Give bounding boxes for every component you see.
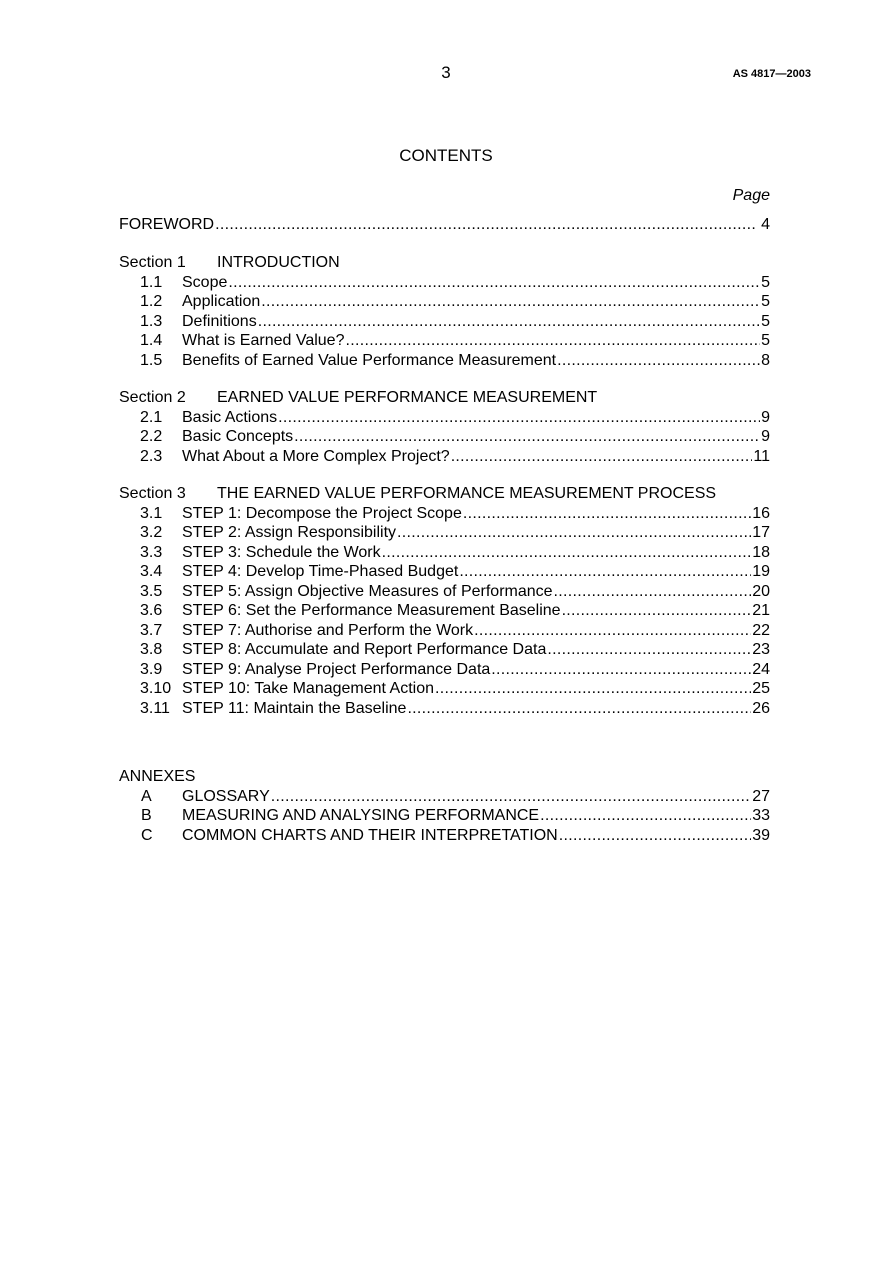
- entry-page: 21: [752, 602, 770, 619]
- foreword-page: 4: [761, 216, 770, 233]
- entry-number: 3.6: [140, 602, 163, 619]
- entry-page: 26: [752, 699, 770, 717]
- annex-letter: A: [141, 787, 152, 805]
- leader-dots: [554, 582, 752, 602]
- entry-title: Basic Concepts: [182, 428, 294, 445]
- entry-title: STEP 9: Analyse Project Performance Data: [182, 660, 491, 678]
- leader-dots: [258, 312, 760, 332]
- entry-number: 3.4: [140, 563, 163, 580]
- toc-entry[interactable]: [119, 504, 770, 524]
- leader-dots: [562, 601, 752, 621]
- leader-dots: [278, 408, 760, 428]
- toc-entry[interactable]: [119, 292, 770, 312]
- section-2-block: [119, 388, 770, 466]
- toc-entry[interactable]: [119, 582, 770, 602]
- entry-page: 18: [752, 543, 770, 561]
- leader-dots: [474, 621, 751, 641]
- entry-number: 3.11: [140, 699, 170, 717]
- toc-entry[interactable]: [119, 660, 770, 680]
- entry-number: 3.9: [140, 660, 163, 678]
- entry-title: STEP 4: Develop Time-Phased Budget: [182, 563, 459, 580]
- leader-dots: [459, 562, 751, 582]
- section-label: Section 3: [119, 485, 186, 502]
- entry-title: STEP 2: Assign Responsibility: [182, 524, 397, 541]
- entry-page: 22: [752, 621, 770, 639]
- section-1-block: [119, 253, 770, 370]
- leader-dots: [491, 660, 751, 680]
- entry-page: 24: [752, 660, 770, 678]
- toc-entry[interactable]: [119, 543, 770, 563]
- annexes-block: [119, 767, 770, 845]
- annex-page: 27: [752, 787, 770, 805]
- section-title: INTRODUCTION: [217, 254, 340, 271]
- section-3-block: [119, 484, 770, 718]
- annex-entry[interactable]: [119, 787, 770, 807]
- entry-title: STEP 1: Decompose the Project Scope: [182, 504, 462, 522]
- leader-dots: [451, 447, 753, 467]
- entry-title: STEP 3: Schedule the Work: [182, 543, 381, 561]
- leader-dots: [559, 826, 751, 846]
- entry-title: STEP 10: Take Management Action: [182, 680, 435, 697]
- annex-letter: C: [141, 826, 153, 844]
- toc-entry[interactable]: [119, 312, 770, 332]
- entry-page: 5: [761, 312, 770, 330]
- entry-page: 9: [761, 408, 770, 426]
- standard-code: AS 4817—2003: [732, 68, 811, 80]
- entry-title: Scope: [182, 273, 228, 291]
- leader-dots: [271, 787, 751, 807]
- entry-page: 20: [752, 582, 770, 600]
- toc-entry[interactable]: [119, 447, 770, 467]
- toc-entry[interactable]: [119, 562, 770, 582]
- leader-dots: [215, 215, 756, 235]
- toc-entry[interactable]: [119, 408, 770, 428]
- entry-title: STEP 5: Assign Objective Measures of Performance: [182, 582, 553, 600]
- entry-number: 3.1: [140, 504, 163, 522]
- section-title: EARNED VALUE PERFORMANCE MEASUREMENT: [217, 389, 598, 406]
- leader-dots: [407, 699, 751, 719]
- section-heading: [119, 484, 770, 504]
- leader-dots: [397, 523, 751, 543]
- entry-page: 8: [761, 351, 770, 369]
- toc-entry[interactable]: [119, 699, 770, 719]
- entry-title: Benefits of Earned Value Performance Measurement: [182, 351, 557, 369]
- section-label: Section 2: [119, 389, 186, 406]
- entry-title: Definitions: [182, 312, 257, 330]
- toc-entry[interactable]: [119, 331, 770, 351]
- entry-number: 3.3: [140, 543, 163, 561]
- entry-number: 1.1: [140, 273, 163, 291]
- section-heading: [119, 253, 770, 273]
- entry-title: STEP 7: Authorise and Perform the Work: [182, 621, 474, 639]
- entry-page: 5: [761, 273, 770, 291]
- section-heading: [119, 388, 770, 408]
- entry-title: STEP 8: Accumulate and Report Performance Data: [182, 641, 547, 658]
- entry-page: 17: [752, 524, 770, 541]
- toc-entry[interactable]: [119, 679, 770, 699]
- toc-entry[interactable]: [119, 601, 770, 621]
- entry-title: STEP 6: Set the Performance Measurement Baseline: [182, 602, 561, 619]
- entry-title: What About a More Complex Project?: [182, 447, 450, 465]
- entry-page: 11: [753, 447, 770, 465]
- annex-page: 33: [752, 807, 770, 824]
- toc-entry[interactable]: [119, 427, 770, 447]
- entry-number: 3.7: [140, 621, 163, 639]
- leader-dots: [345, 331, 760, 351]
- entry-page: 9: [761, 428, 770, 445]
- toc-entry[interactable]: [119, 621, 770, 641]
- annex-title: COMMON CHARTS AND THEIR INTERPRETATION: [182, 826, 558, 844]
- section-label: Section 1: [119, 254, 186, 271]
- toc-entry[interactable]: [119, 523, 770, 543]
- toc-entry[interactable]: [119, 273, 770, 293]
- entry-title: What is Earned Value?: [182, 332, 345, 349]
- page-column-label: Page: [732, 187, 770, 204]
- leader-dots: [463, 504, 751, 524]
- leader-dots: [294, 427, 760, 447]
- leader-dots: [540, 806, 751, 826]
- entry-page: 16: [752, 504, 770, 522]
- contents-heading: CONTENTS: [399, 146, 493, 165]
- entry-number: 2.1: [140, 408, 163, 426]
- leader-dots: [547, 640, 751, 660]
- entry-title: Application: [182, 293, 261, 310]
- toc-entry[interactable]: [119, 640, 770, 660]
- annex-letter: B: [141, 807, 152, 824]
- entry-page: 19: [752, 563, 770, 580]
- annex-page: 39: [752, 826, 770, 844]
- section-title: THE EARNED VALUE PERFORMANCE MEASUREMENT PROCESS: [217, 485, 717, 502]
- entry-number: 2.3: [140, 447, 163, 465]
- entry-number: 3.5: [140, 582, 163, 600]
- leader-dots: [435, 679, 751, 699]
- entry-number: 1.4: [140, 332, 163, 349]
- entry-page: 5: [761, 332, 770, 349]
- annex-title: MEASURING AND ANALYSING PERFORMANCE: [182, 807, 540, 824]
- entry-title: Basic Actions: [182, 408, 278, 426]
- entry-page: 25: [752, 680, 770, 697]
- entry-number: 1.3: [140, 312, 163, 330]
- annex-entry[interactable]: [119, 806, 770, 826]
- leader-dots: [557, 351, 760, 371]
- leader-dots: [228, 273, 760, 293]
- entry-number: 3.2: [140, 524, 163, 541]
- entry-page: 5: [761, 293, 770, 310]
- annex-entry[interactable]: [119, 826, 770, 846]
- entry-page: 23: [752, 641, 770, 658]
- page-number: 3: [441, 63, 451, 82]
- annexes-heading: ANNEXES: [119, 768, 196, 785]
- entry-number: 1.2: [140, 293, 163, 310]
- foreword-title: FOREWORD: [119, 216, 215, 233]
- entry-number: 3.8: [140, 641, 163, 658]
- toc-entry[interactable]: [119, 351, 770, 371]
- entry-number: 1.5: [140, 351, 163, 369]
- entry-number: 3.10: [140, 680, 172, 697]
- leader-dots: [261, 292, 760, 312]
- annex-title: GLOSSARY: [182, 787, 270, 805]
- leader-dots: [382, 543, 752, 563]
- foreword-entry[interactable]: [119, 215, 770, 235]
- entry-number: 2.2: [140, 428, 163, 445]
- entry-title: STEP 11: Maintain the Baseline: [182, 699, 407, 717]
